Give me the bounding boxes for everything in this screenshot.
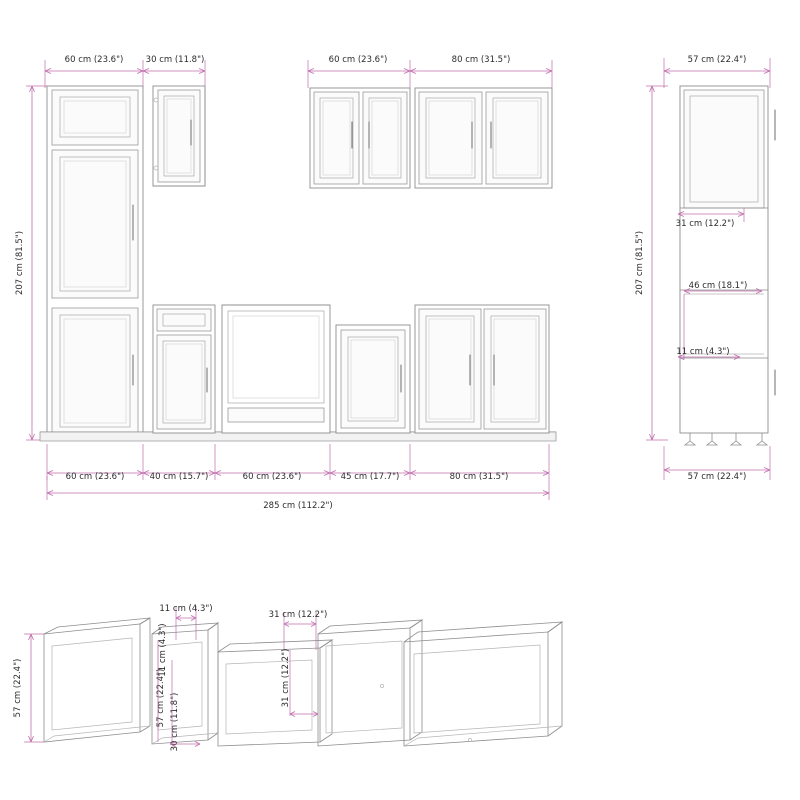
plan-unit-1 — [44, 618, 150, 742]
dimension-207-right — [646, 86, 668, 440]
dim-30-top-left: 30 cm (11.8") — [145, 55, 205, 65]
dim-31-inner: 31 cm (12.2") — [675, 219, 735, 229]
plan-unit-4 — [318, 620, 422, 746]
dim-45-bottom: 45 cm (17.7") — [340, 472, 400, 482]
dim-57-plan-left: 57 cm (22.4") — [13, 658, 23, 718]
dim-11-plan-side: 11 cm (4.3") — [158, 623, 168, 677]
dim-31-plan-side: 31 cm (12.2") — [281, 648, 291, 708]
tall-cabinet-bottom-door — [52, 308, 138, 434]
drawer-front — [157, 309, 211, 331]
dim-57-plan-mid: 57 cm (22.4") — [156, 668, 166, 728]
dim-31-plan-top: 31 cm (12.2") — [268, 610, 328, 620]
dim-11-inner: 11 cm (4.3") — [676, 347, 730, 357]
dim-80-bottom: 80 cm (31.5") — [449, 472, 509, 482]
dim-60-bottom-1: 60 cm (23.6") — [65, 472, 125, 482]
dim-60-top-left: 60 cm (23.6") — [64, 55, 124, 65]
base-door — [157, 335, 211, 429]
dimension-207-left — [26, 86, 48, 440]
dim-285-overall: 285 cm (112.2") — [263, 501, 333, 511]
dim-60-bottom-2: 60 cm (23.6") — [242, 472, 302, 482]
dim-80-top-middle: 80 cm (31.5") — [451, 55, 511, 65]
dim-60-top-middle: 60 cm (23.6") — [328, 55, 388, 65]
tall-cabinet-mid-door — [52, 150, 138, 298]
plan-unit-5 — [404, 622, 562, 746]
dim-207-left: 207 cm (81.5") — [15, 230, 25, 296]
dim-30-plan: 30 cm (11.8") — [170, 692, 180, 752]
dim-57-top-right: 57 cm (22.4") — [687, 55, 747, 65]
dim-11-plan-top: 11 cm (4.3") — [159, 604, 213, 614]
dim-57-bottom-right: 57 cm (22.4") — [687, 472, 747, 482]
plan-unit-3 — [218, 640, 332, 746]
dim-207-right: 207 cm (81.5") — [635, 230, 645, 296]
dim-46-inner: 46 cm (18.1") — [688, 281, 748, 291]
oven-handle-bar — [228, 408, 324, 422]
dimension-57-plan-left — [24, 634, 44, 742]
dim-40-bottom: 40 cm (15.7") — [149, 472, 209, 482]
